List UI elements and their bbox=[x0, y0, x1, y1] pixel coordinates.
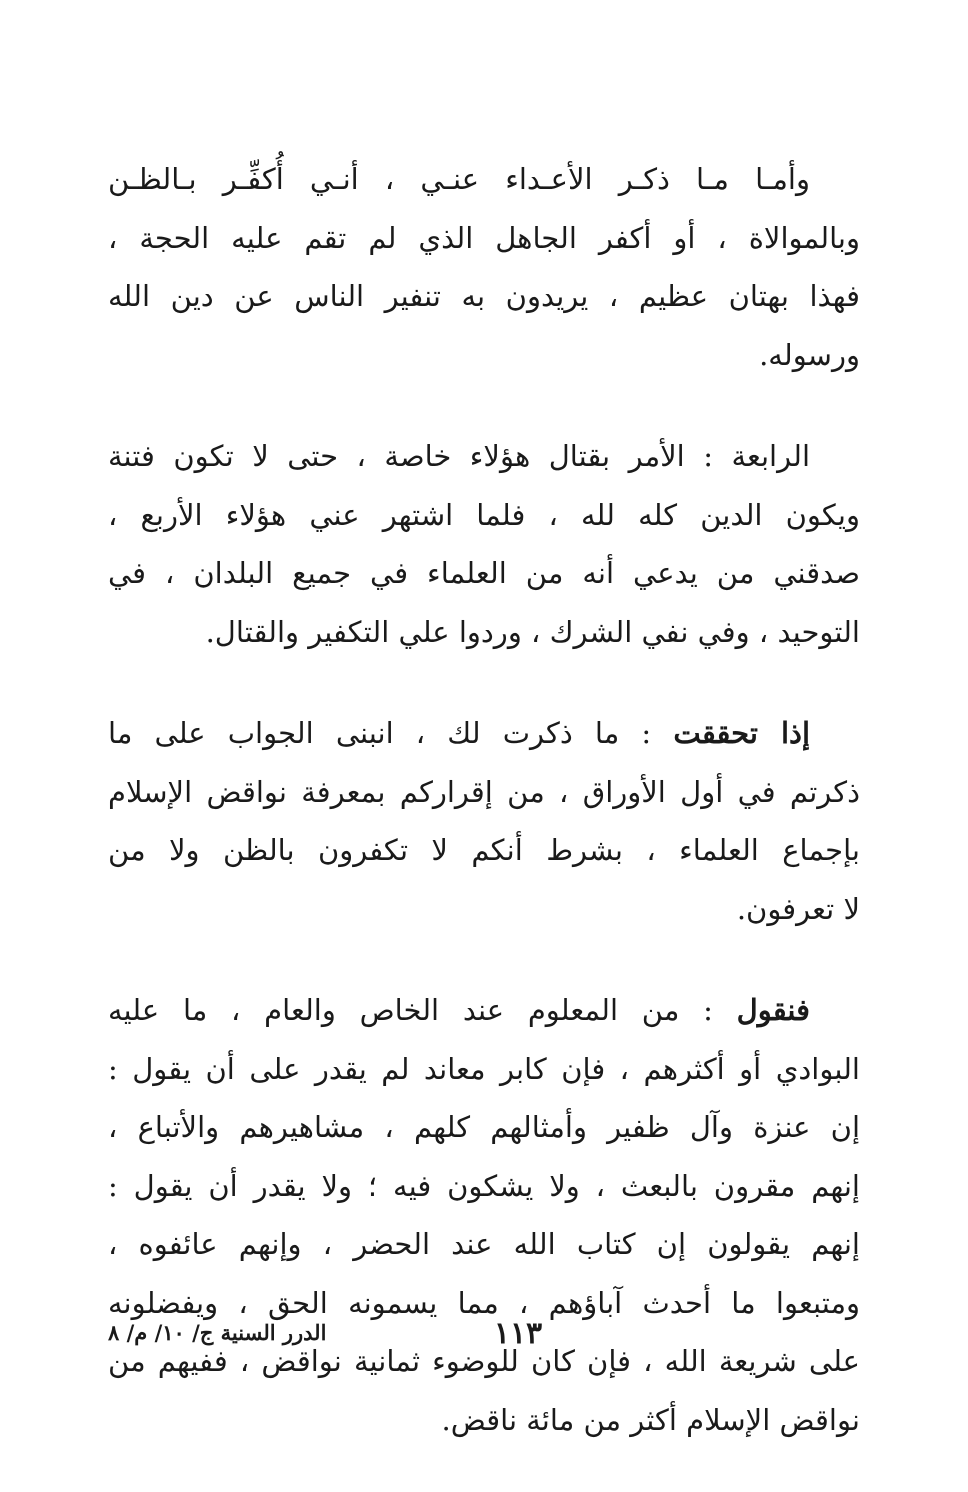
paragraph-4-line-3: إن عنزة وآل ظفير وأمثالهم كلهم ، مشاهيرهم والأتباع ، bbox=[108, 1110, 860, 1144]
paragraph-2-line-2: ويكون الدين كله لله ، فلما اشتهر عني هؤلاء الأربع ، bbox=[108, 497, 860, 532]
paragraph-1-line-3: فهذا بهتان عظيم ، يريدون به تنفير الناس عن دين الله bbox=[108, 279, 860, 313]
paragraph-3-line-2: ذكرتم في أول الأوراق ، من إقراركم بمعرفة نواقض الإسلام bbox=[108, 774, 860, 809]
paragraph-4-line-1: : من المعلوم عند الخاص والعام ، ما عليه bbox=[108, 993, 737, 1027]
paragraph-3-line-1: : ما ذكرت لك ، انبنى الجواب على ما bbox=[108, 716, 674, 750]
paragraph-4-line-6: ومتبعوا ما أحدث آباؤهم ، مما يسمونه الحق ، ويفضلونه bbox=[108, 1285, 860, 1320]
paragraph-1-line-2: وبالموالاة ، أو أكفر الجاهل الذي لم تقم عليه الحجة ، bbox=[108, 220, 860, 255]
source-reference: الدرر السنية ج/ ١٠/ م/ ٨ bbox=[108, 1320, 327, 1345]
paragraph-4-line-8: نواقض الإسلام أكثر من مائة ناقض. bbox=[441, 1402, 860, 1437]
page-footer bbox=[108, 1316, 860, 1356]
paragraph-4-line-5: إنهم يقولون إن كتاب الله عند الحضر ، وإنهم عائفوه ، bbox=[108, 1227, 860, 1261]
page-number: ١١٣ bbox=[493, 1316, 543, 1351]
paragraph-3-line-3: بإجماع العلماء ، بشرط أنكم لا تكفرون بالظن ولا من bbox=[108, 833, 860, 867]
paragraph-2-line-4: التوحيد ، وفي نفي الشرك ، وردوا علي التكفير والقتال. bbox=[205, 614, 860, 649]
paragraph-3-line-4: لا تعرفون. bbox=[736, 891, 860, 926]
paragraph-4 bbox=[108, 981, 860, 1449]
paragraph-1-line-1: وأمـا مـا ذكـر الأعـداء عنـي ، أنـي أُكفِّـر بـالظـن bbox=[108, 162, 810, 196]
paragraph-2 bbox=[108, 427, 860, 661]
paragraph-3 bbox=[108, 704, 860, 938]
paragraph-4-line-2: البوادي أو أكثرهم ، فإن كابر معاند لم يقدر على أن يقول : bbox=[108, 1051, 860, 1086]
paragraph-2-line-3: صدقني من يدعي أنه من العلماء في جميع البلدان ، في bbox=[108, 556, 860, 590]
paragraph-2-line-1: الرابعة : الأمر بقتال هؤلاء خاصة ، حتى لا تكون فتنة bbox=[108, 439, 811, 473]
page-body bbox=[108, 150, 860, 1492]
paragraph-4-lead: فنقول bbox=[736, 993, 810, 1027]
paragraph-1-line-4: ورسوله. bbox=[759, 337, 860, 372]
paragraph-4-line-4: إنهم مقرون بالبعث ، ولا يشكون فيه ؛ ولا يقدر أن يقول : bbox=[108, 1168, 860, 1203]
paragraph-4-line-7: على شريعة الله ، فإن كان للوضوء ثمانية نواقض ، ففيهم من bbox=[108, 1344, 860, 1378]
paragraph-1 bbox=[108, 150, 860, 384]
paragraph-3-lead: إذا تحققت bbox=[673, 716, 811, 750]
